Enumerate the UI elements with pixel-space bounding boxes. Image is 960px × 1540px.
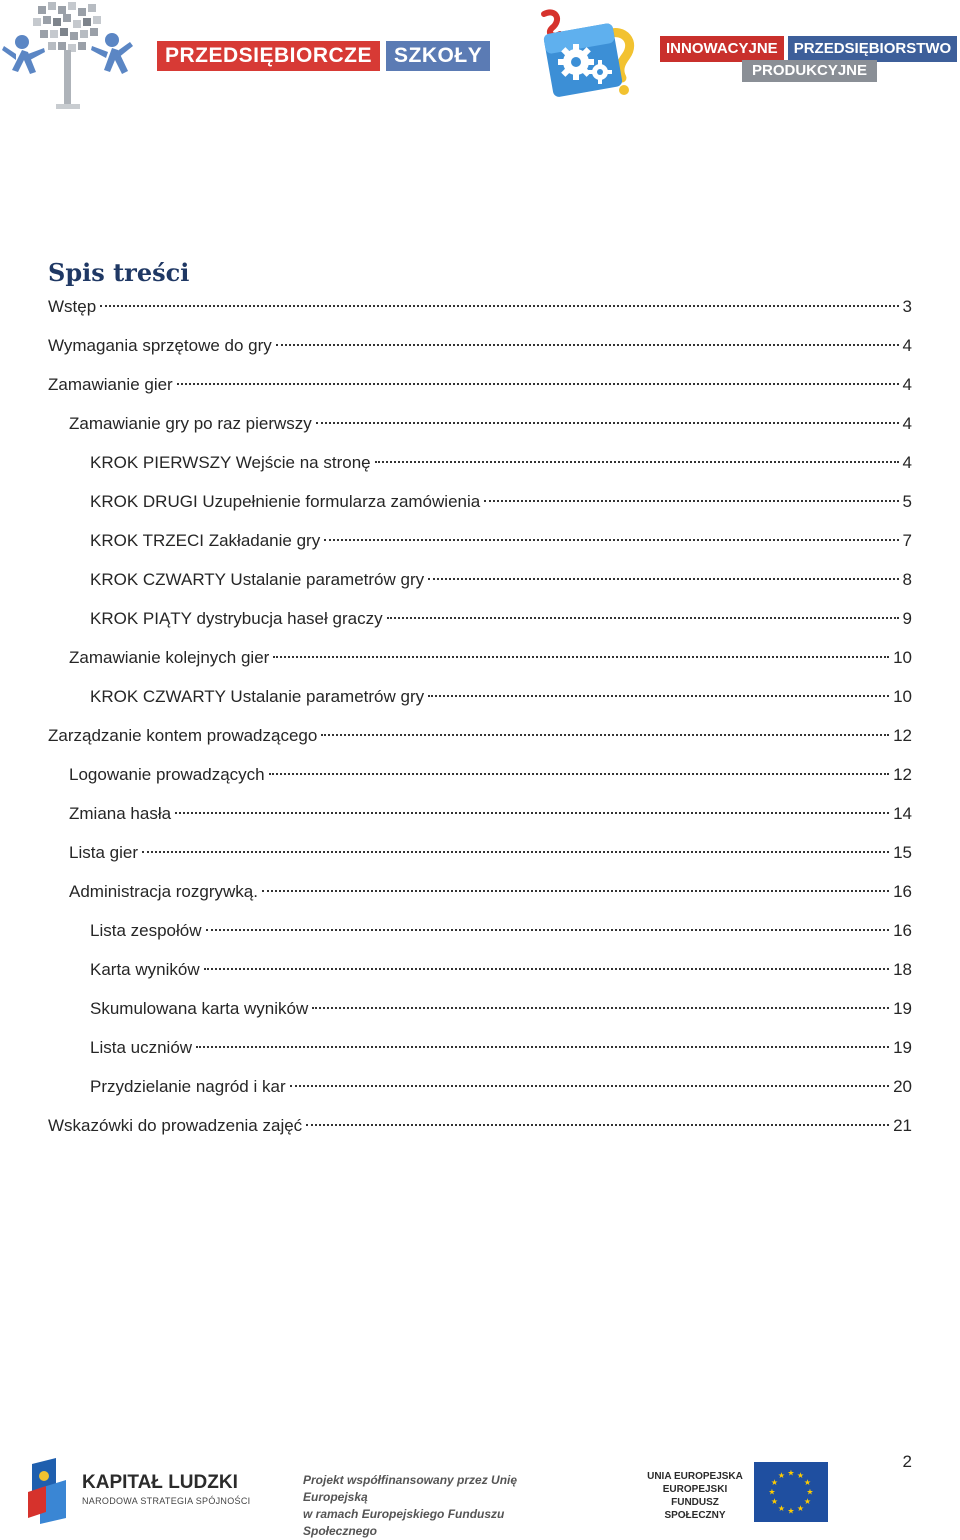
toc-entry-label: KROK DRUGI Uzupełnienie formularza zamówienia <box>90 492 481 511</box>
toc-dot-leader <box>206 929 890 931</box>
toc-entry[interactable] <box>69 872 912 911</box>
header-logos <box>0 0 960 120</box>
logo-word-przedsiebiorstwo: PRZEDSIĘBIORSTWO <box>788 36 958 62</box>
toc-entry[interactable] <box>90 482 912 521</box>
toc-dot-leader <box>276 344 899 346</box>
toc-entry-label: KROK TRZECI Zakładanie gry <box>90 531 321 550</box>
eu-star-icon: ★ <box>806 1487 814 1497</box>
toc-dot-leader <box>375 461 899 463</box>
kapital-ludzki-title: KAPITAŁ LUDZKI <box>82 1472 238 1493</box>
toc-entry-page: 12 <box>893 726 912 745</box>
toc-entry[interactable] <box>90 1028 912 1067</box>
toc-entry[interactable] <box>48 365 912 404</box>
eu-star-icon: ★ <box>787 1506 795 1516</box>
logo-word-innowacyjne: INNOWACYJNE <box>660 36 784 62</box>
toc-dot-leader <box>428 695 889 697</box>
toc-entry-page: 3 <box>902 297 912 316</box>
toc-entry[interactable] <box>69 638 912 677</box>
eu-star-icon: ★ <box>770 1497 779 1506</box>
toc-entry-page: 8 <box>902 570 912 589</box>
toc-dot-leader <box>290 1085 889 1087</box>
toc-entry[interactable] <box>90 521 912 560</box>
toc-entry-label: Zarządzanie kontem prowadzącego <box>48 726 318 745</box>
toc-dot-leader <box>262 890 889 892</box>
toc-dot-leader <box>196 1046 889 1048</box>
toc-entry-page: 18 <box>893 960 912 979</box>
przedsiebiorcze-szkoly-wordmark <box>157 40 483 72</box>
toc-entry-label: Administracja rozgrywką. <box>69 882 258 901</box>
toc-entry-label: KROK PIĄTY dystrybucja haseł graczy <box>90 609 383 628</box>
toc-dot-leader <box>177 383 899 385</box>
toc-entry-label: Lista gier <box>69 843 138 862</box>
eu-line-2: EUROPEJSKI <box>662 1484 728 1495</box>
toc-entry[interactable] <box>90 1067 912 1106</box>
toc-title: Spis treści <box>48 258 190 287</box>
toc-entry-page: 4 <box>902 375 912 394</box>
toc-entry-label: Lista zespołów <box>90 921 202 940</box>
toc-entry[interactable] <box>69 755 912 794</box>
tree-children-icon <box>0 0 150 118</box>
eu-star-icon: ★ <box>770 1478 779 1487</box>
toc-entry-label: Zamawianie gry po raz pierwszy <box>69 414 312 433</box>
cofinancing-line-2: w ramach Europejskiego Funduszu Społecznego <box>303 1507 505 1538</box>
toc-dot-leader <box>484 500 898 502</box>
toc-entry-page: 14 <box>893 804 912 823</box>
toc-entry[interactable] <box>48 1106 912 1145</box>
innowacyjne-przedsiebiorstwo-logo <box>660 36 955 86</box>
logo-word-produkcyjne: PRODUKCYJNE <box>742 60 877 82</box>
toc-entry-page: 16 <box>893 882 912 901</box>
toc-entry-label: Przydzielanie nagród i kar <box>90 1077 286 1096</box>
eu-star-icon: ★ <box>777 1471 786 1480</box>
toc-entry-label: KROK PIERWSZY Wejście na stronę <box>90 453 371 472</box>
toc-entry-page: 12 <box>893 765 912 784</box>
eu-star-icon: ★ <box>796 1471 805 1480</box>
gear-puzzle-logo <box>526 6 638 104</box>
cofinancing-line-1: Projekt współfinansowany przez Unię Europejską <box>303 1473 518 1504</box>
toc-entry[interactable] <box>90 599 912 638</box>
toc-entry-label: Zmiana hasła <box>69 804 172 823</box>
toc-entry[interactable] <box>69 404 912 443</box>
toc-entry-label: Logowanie prowadzących <box>69 765 265 784</box>
toc-entry-page: 10 <box>893 648 912 667</box>
toc-entry[interactable] <box>90 560 912 599</box>
toc-dot-leader <box>142 851 889 853</box>
logo-word-szkoly: SZKOŁY <box>386 41 490 71</box>
eu-line-3: FUNDUSZ SPOŁECZNY <box>664 1497 726 1521</box>
kapital-ludzki-emblem-icon <box>26 1458 76 1524</box>
toc-entry[interactable] <box>90 443 912 482</box>
toc-entry[interactable] <box>48 326 912 365</box>
toc-entry-label: Lista uczniów <box>90 1038 193 1057</box>
eu-star-icon: ★ <box>796 1504 805 1513</box>
toc-dot-leader <box>273 656 889 658</box>
eu-star-icon: ★ <box>803 1478 812 1487</box>
logo-word-przedsiebiorcze: PRZEDSIĘBIORCZE <box>157 41 380 71</box>
toc-entry[interactable] <box>90 989 912 1028</box>
toc-dot-leader <box>321 734 889 736</box>
toc-entry-page: 4 <box>902 414 912 433</box>
toc-entry[interactable] <box>69 794 912 833</box>
toc-entry[interactable] <box>69 833 912 872</box>
toc-dot-leader <box>316 422 899 424</box>
toc-entry[interactable] <box>90 950 912 989</box>
toc-entry-page: 19 <box>893 1038 912 1057</box>
toc-entry-label: Karta wyników <box>90 960 200 979</box>
page-number: 2 <box>902 1452 912 1471</box>
toc-entry-page: 4 <box>902 453 912 472</box>
eu-star-icon: ★ <box>787 1468 795 1478</box>
eu-line-1: UNIA EUROPEJSKA <box>647 1471 743 1482</box>
eu-flag-icon <box>754 1462 828 1522</box>
toc-dot-leader <box>428 578 898 580</box>
toc-entry-page: 16 <box>893 921 912 940</box>
toc-dot-leader <box>204 968 889 970</box>
toc-dot-leader <box>312 1007 889 1009</box>
toc-entry[interactable] <box>90 911 912 950</box>
toc-entry-label: Wymagania sprzętowe do gry <box>48 336 272 355</box>
toc-entry[interactable] <box>48 287 912 326</box>
toc-dot-leader <box>387 617 899 619</box>
toc-dot-leader <box>175 812 889 814</box>
toc-dot-leader <box>269 773 889 775</box>
przedsiebiorcze-szkoly-logo <box>0 0 483 118</box>
footer <box>0 1440 960 1538</box>
toc-entry-page: 7 <box>902 531 912 550</box>
eu-fund-label <box>640 1470 750 1522</box>
toc-entry-page: 10 <box>893 687 912 706</box>
toc-entry-label: Skumulowana karta wyników <box>90 999 309 1018</box>
toc-entry-page: 21 <box>893 1116 912 1135</box>
toc-entry-page: 4 <box>902 336 912 355</box>
kapital-ludzki-subtitle: NARODOWA STRATEGIA SPÓJNOŚCI <box>82 1496 251 1506</box>
toc-entry-page: 20 <box>893 1077 912 1096</box>
eu-star-icon: ★ <box>768 1487 776 1497</box>
toc-dot-leader <box>306 1124 889 1126</box>
toc-entry-label: KROK CZWARTY Ustalanie parametrów gry <box>90 570 425 589</box>
toc-dot-leader <box>324 539 898 541</box>
toc-entry-page: 9 <box>902 609 912 628</box>
eu-star-icon: ★ <box>777 1504 786 1513</box>
toc-entry-label: Wstęp <box>48 297 97 316</box>
toc-dot-leader <box>100 305 898 307</box>
toc-entry-page: 15 <box>893 843 912 862</box>
toc-entry-label: Wskazówki do prowadzenia zajęć <box>48 1116 303 1135</box>
toc-entry[interactable] <box>48 716 912 755</box>
toc-entry[interactable] <box>90 677 912 716</box>
cofinancing-statement <box>303 1472 573 1540</box>
toc-entry-label: Zamawianie kolejnych gier <box>69 648 270 667</box>
eu-star-icon: ★ <box>803 1497 812 1506</box>
toc-entry-label: KROK CZWARTY Ustalanie parametrów gry <box>90 687 425 706</box>
toc-entry-label: Zamawianie gier <box>48 375 173 394</box>
toc-entry-page: 19 <box>893 999 912 1018</box>
kapital-ludzki-logo <box>26 1458 251 1524</box>
toc-entry-page: 5 <box>902 492 912 511</box>
